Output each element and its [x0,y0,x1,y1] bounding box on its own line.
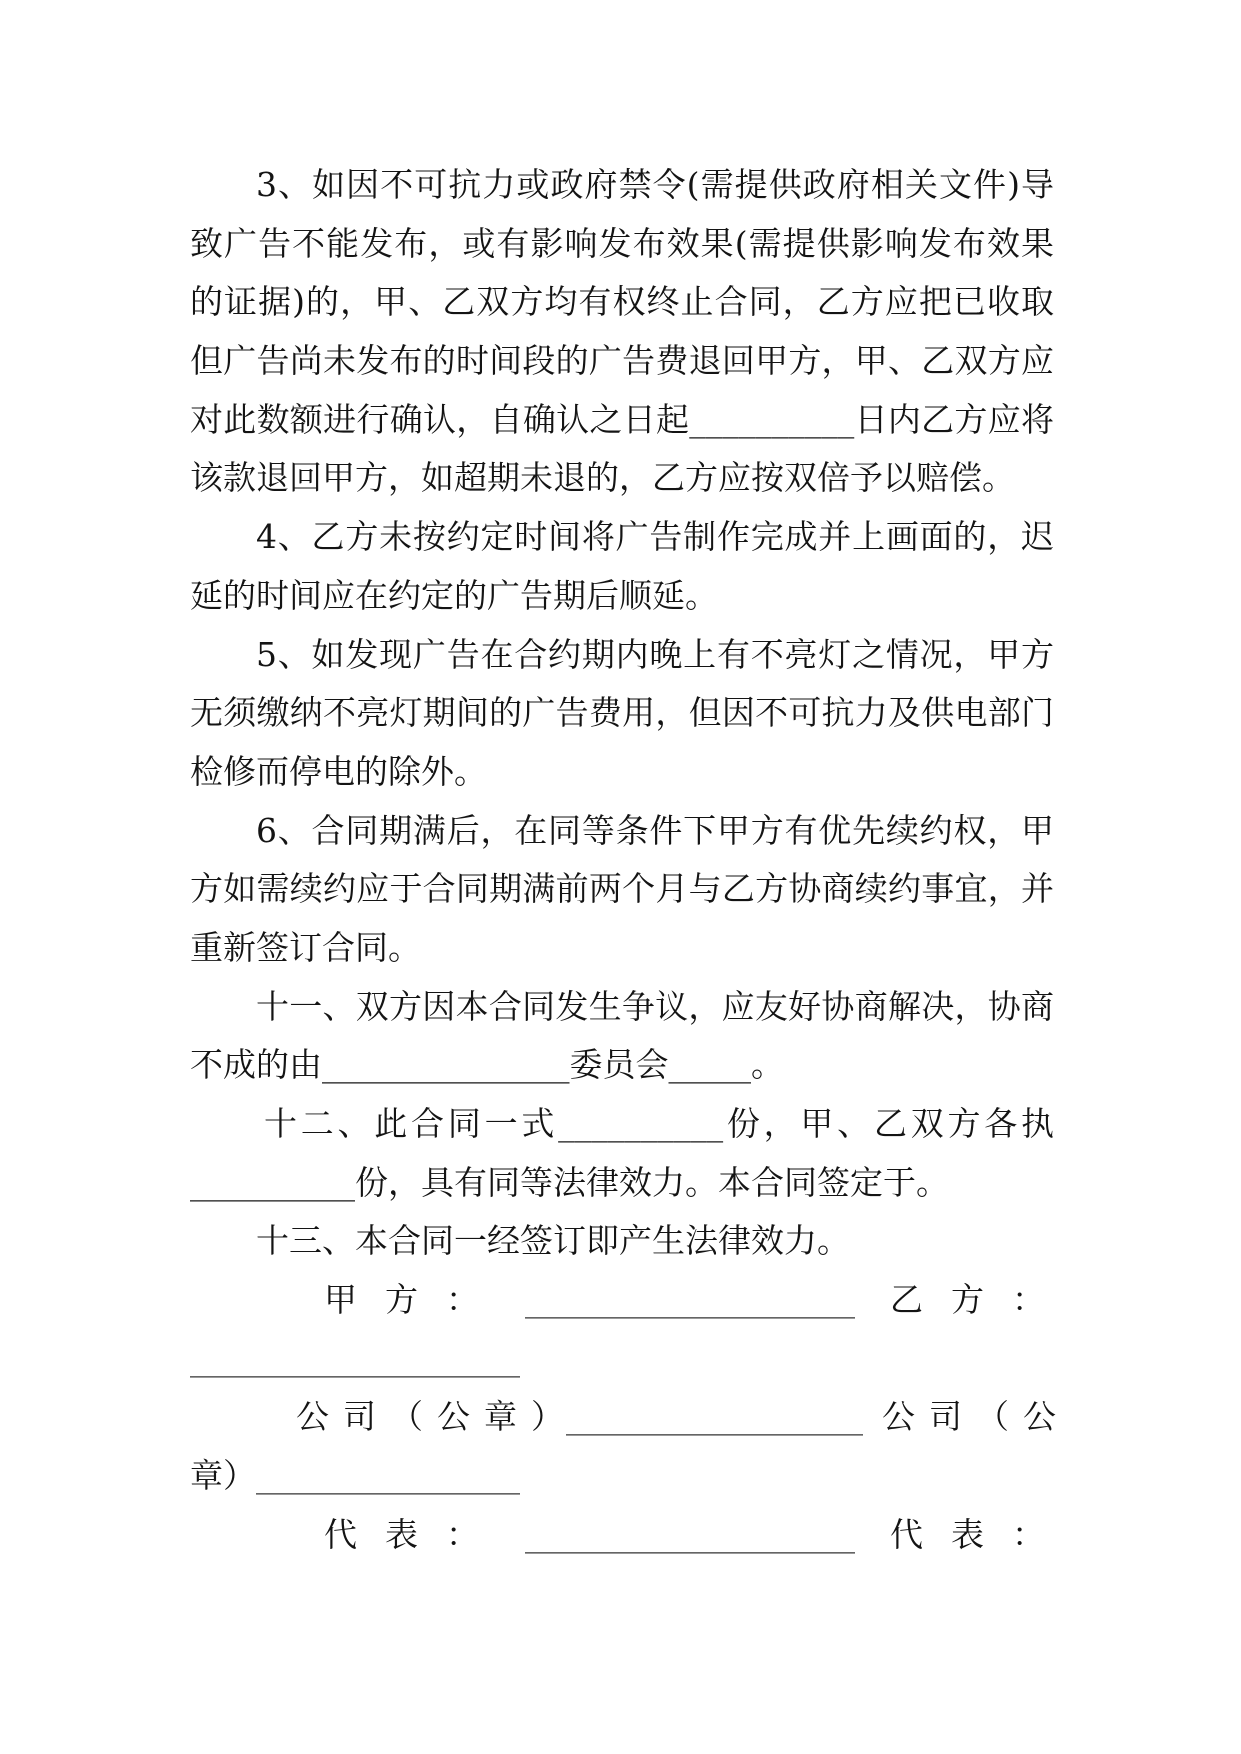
paragraph-line: 5、如发现广告在合约期内晚上有不亮灯之情况，甲方 [256,634,1054,674]
paragraph-line: 检修而停电的除外。 [190,751,487,791]
paragraph-line: 十三、本合同一经签订即产生法律效力。 [256,1221,850,1261]
paragraph-line: 的证据)的，甲、乙双方均有权终止合同，乙方应把已收取 [190,282,1054,322]
paragraph-line: 6、合同期满后，在同等条件下甲方有优先续约权，甲 [256,810,1054,850]
paragraph-line: 十一、双方因本合同发生争议，应友好协商解决，协商 [256,986,1054,1026]
party-a-label: 甲方： [324,1280,507,1320]
paragraph-clause-5 [190,626,1054,802]
party-b-signature-blank: ____________________ [190,1338,520,1378]
paragraph-clause-6 [190,802,1054,978]
company-a-seal-label: 公司（公章） [296,1397,578,1437]
paragraph-article-12 [190,1095,1054,1212]
paragraph-line: 3、如因不可抗力或政府禁令(需提供政府相关文件)导 [256,165,1054,204]
signature-block [190,1271,1073,1564]
company-b-seal-label: 公司（公 [882,1397,1070,1437]
signature-row-representative [190,1506,1073,1565]
paragraph-line: 该款退回甲方，如超期未退的，乙方应按双倍予以赔偿。 [190,458,1015,498]
paragraph-line: __________份，具有同等法律效力。本合同签定于。 [190,1162,949,1202]
paragraph-line: 延的时间应在约定的广告期后顺延。 [190,575,718,615]
party-a-signature-blank: ____________________ [525,1280,855,1320]
signature-row-party-continued [190,1330,1054,1389]
representative-a-label: 代表： [324,1514,507,1554]
representative-a-blank: ____________________ [525,1514,855,1554]
paragraph-line: 方如需续约应于合同期满前两个月与乙方协商续约事宜，并 [190,869,1054,909]
company-a-seal-blank: __________________ [566,1397,863,1437]
paragraph-article-13 [190,1212,1054,1271]
party-b-label: 乙方： [890,1280,1073,1320]
signature-row-company-seal [190,1388,1070,1447]
paragraph-line: 无须缴纳不亮灯期间的广告费用，但因不可抗力及供电部门 [190,693,1054,733]
paragraph-line: 4、乙方未按约定时间将广告制作完成并上画面的，迟 [256,517,1054,557]
company-b-seal-label-continued: 章） [190,1456,256,1496]
paragraph-line: 但广告尚未发布的时间段的广告费退回甲方，甲、乙双方应 [190,341,1054,381]
paragraph-clause-3 [190,156,1054,508]
company-b-seal-blank: ________________ [256,1456,520,1496]
paragraph-article-11 [190,978,1054,1095]
representative-b-label: 代表： [890,1514,1073,1554]
contract-text-body [190,156,1073,1565]
paragraph-line: 十二、此合同一式__________份，甲、乙双方各执 [264,1104,1054,1143]
signature-row-company-seal-continued [190,1447,1054,1506]
paragraph-line: 不成的由_______________委员会_____。 [190,1045,784,1085]
paragraph-line: 对此数额进行确认，自确认之日起__________日内乙方应将 [190,399,1054,439]
paragraph-line: 致广告不能发布，或有影响发布效果(需提供影响发布效果 [190,223,1054,263]
signature-row-party [190,1271,1073,1330]
paragraph-line: 重新签订合同。 [190,927,421,967]
paragraph-clause-4 [190,508,1054,625]
